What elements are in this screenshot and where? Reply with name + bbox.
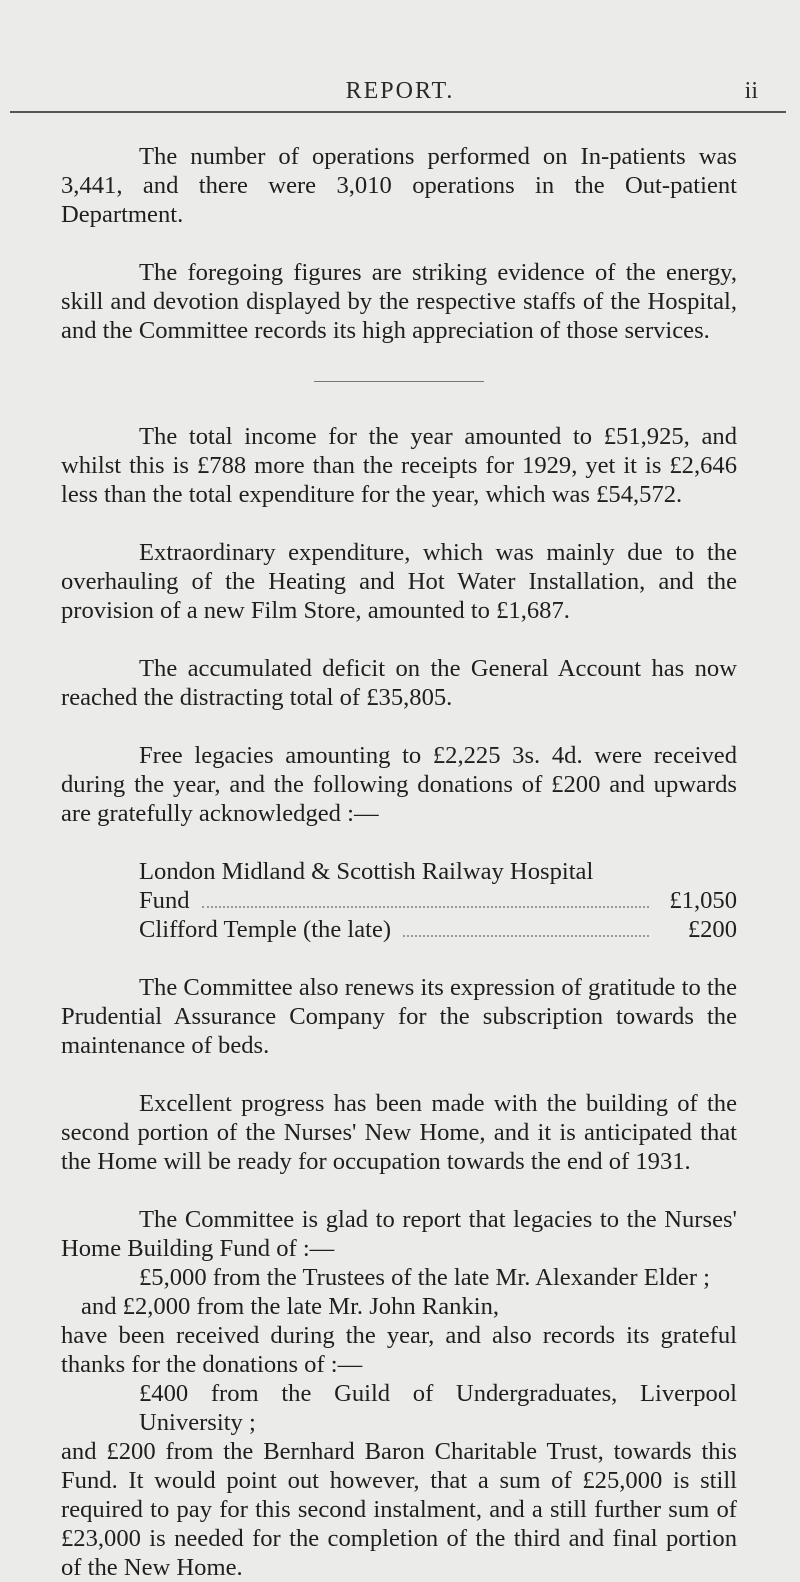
donation-list [61,857,737,944]
donation-1-label-line2: Fund [139,887,190,914]
paragraph-legacies: Free legacies amounting to £2,225 3s. 4d. were received during the year, and the following donations of £200 and upwards are gratefully acknowledged :— [61,742,737,827]
legacies-closing: and £200 from the Bernhard Baron Charitable Trust, towards this Fund. It would point out however, that a sum of £25,000 is still required to pay for this second instalment, and a still further sum of £23,000 is needed for the completion of the third and final portion of the New Home. [61,1438,737,1581]
leader-dots [403,935,649,937]
legacies-continuation: have been received during the year, and also records its grateful thanks for the donations of :— [61,1322,737,1378]
donation-2-label: Clifford Temple (the late) [139,916,392,943]
section-divider [314,381,484,382]
report-body [61,142,737,1582]
legacy-rankin: and £2,000 from the late Mr. John Rankin, [81,1293,500,1320]
paragraph-staff-appreciation: The foregoing figures are striking evidence of the energy, skill and devotion displayed by the respective staffs of the Hospital, and the Committee records its high appreciation of those services. [61,259,737,344]
leader-dots [202,906,649,908]
paragraph-nurses-home: Excellent progress has been made with the building of the second portion of the Nurses' New Home, and it is anticipated that the Home will be ready for occupation towards the end of 1931. [61,1090,737,1175]
legacies-intro: The Committee is glad to report that legacies to the Nurses' Home Building Fund of :— [61,1206,737,1262]
paragraph-deficit: The accumulated deficit on the General Account has now reached the distracting total of £35,805. [61,655,737,711]
paragraph-prudential: The Committee also renews its expression of gratitude to the Prudential Assurance Company for the subscription towards the maintenance of beds. [61,974,737,1059]
paragraph-income: The total income for the year amounted to £51,925, and whilst this is £788 more than the receipts for 1929, yet it is £2,646 less than the total expenditure for the year, which was £54,572. [61,423,737,508]
donation-2-amount: £200 [687,916,737,943]
legacy-elder: £5,000 from the Trustees of the late Mr. Alexander Elder ; [139,1264,711,1291]
donation-guild: £400 from the Guild of Undergraduates, Liverpool University ; [139,1380,737,1436]
page-number: ii [744,78,758,104]
donation-1-amount: £1,050 [669,887,737,914]
page-header [0,78,800,108]
donation-1-row [61,886,737,915]
paragraph-extraordinary-expenditure: Extraordinary expenditure, which was mainly due to the overhauling of the Heating and Hot Water Installation, and the provision of a new Film Store, amounted to £1,687. [61,539,737,624]
legacies-section [61,1205,737,1582]
page-title: REPORT. [345,78,455,104]
header-rule [10,111,786,113]
donation-2-row [61,915,737,944]
paragraph-operations: The number of operations performed on In-patients was 3,441, and there were 3,010 operations in the Out-patient Department. [61,143,737,228]
donation-1-label-line1: London Midland & Scottish Railway Hospital [139,858,594,885]
